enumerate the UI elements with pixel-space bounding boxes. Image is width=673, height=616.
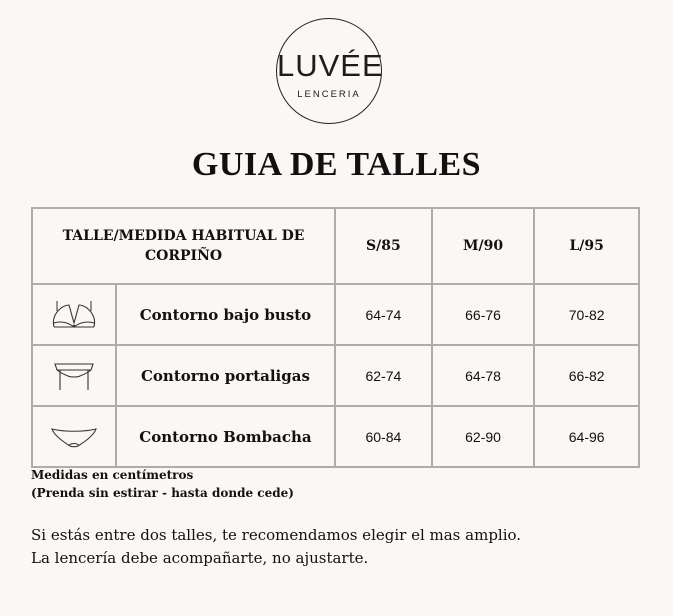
logo-subtitle: LENCERIA — [297, 89, 361, 100]
header-label: TALLE/MEDIDA HABITUAL DE CORPIÑO — [32, 208, 335, 284]
brand-logo — [276, 18, 382, 124]
page-title: GUIA DE TALLES — [191, 146, 482, 183]
bra-icon — [48, 297, 100, 333]
measure-value: 70-82 — [534, 284, 639, 345]
measure-value: 60-84 — [335, 406, 432, 467]
size-header: L/95 — [534, 208, 639, 284]
row-icon-cell — [32, 345, 116, 406]
logo-name: LUVÉE — [277, 48, 384, 83]
measure-value: 64-96 — [534, 406, 639, 467]
table-row — [32, 345, 639, 406]
measure-value: 66-76 — [432, 284, 535, 345]
note-line-1: Medidas en centímetros — [31, 468, 194, 482]
size-header: M/90 — [432, 208, 535, 284]
advice-text — [31, 524, 521, 570]
panty-icon — [48, 419, 100, 455]
size-header: S/85 — [335, 208, 432, 284]
measure-label: Contorno bajo busto — [116, 284, 335, 345]
advice-line-2: La lencería debe acompañarte, no ajustarte. — [31, 549, 369, 567]
note-line-2: (Prenda sin estirar - hasta donde cede) — [31, 486, 294, 500]
measure-value: 62-74 — [335, 345, 432, 406]
size-guide-table — [31, 207, 640, 468]
measure-value: 64-78 — [432, 345, 535, 406]
table-row — [32, 406, 639, 467]
measure-value: 66-82 — [534, 345, 639, 406]
advice-line-1: Si estás entre dos talles, te recomendamos elegir el mas amplio. — [31, 526, 522, 544]
table-row — [32, 284, 639, 345]
measurement-note — [31, 466, 294, 502]
measure-label: Contorno portaligas — [116, 345, 335, 406]
measure-label: Contorno Bombacha — [116, 406, 335, 467]
measure-value: 62-90 — [432, 406, 535, 467]
row-icon-cell — [32, 284, 116, 345]
measure-value: 64-74 — [335, 284, 432, 345]
garter-belt-icon — [48, 358, 100, 394]
row-icon-cell — [32, 406, 116, 467]
table-header-row — [32, 208, 639, 284]
